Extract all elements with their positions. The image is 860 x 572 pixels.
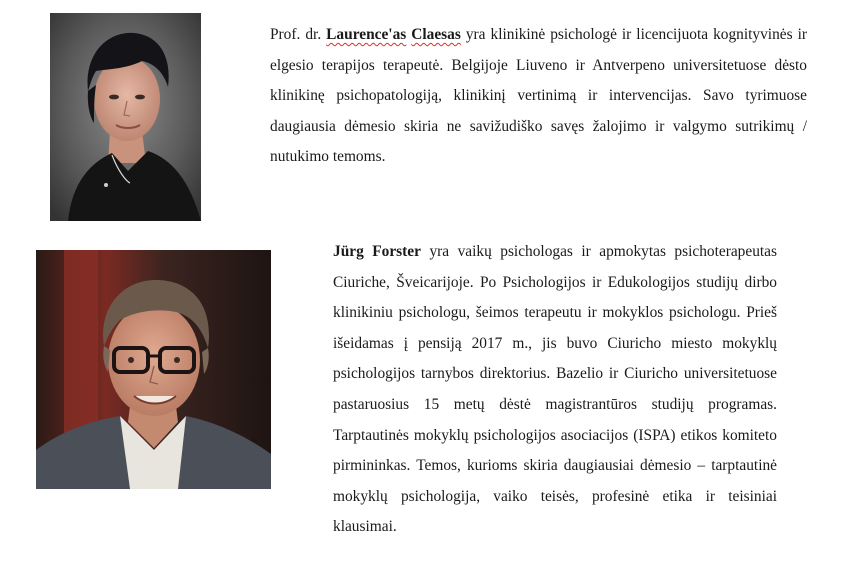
- portrait-image: [36, 250, 271, 489]
- person-name: Jürg Forster: [333, 243, 421, 260]
- portrait-photo-forster: [36, 250, 271, 489]
- bio-prefix: Prof. dr.: [270, 26, 327, 43]
- bio-paragraph-claes: [270, 20, 807, 173]
- bio-paragraph-forster: [333, 237, 777, 543]
- bio-text: yra klinikinė psichologė ir licencijuota kognityvinės ir elgesio terapijos terapeutė. Belgijoje Liuveno ir Antverpeno universitetuose dėsto klinikinę psichopatologiją, klinikinį vertinimą ir intervencijas. Savo tyrimuose daugiausia dėmesio skiria ne savižudiško savęs žalojimo ir valgymo sutrikimų / nutukimo temoms.: [270, 26, 807, 166]
- portrait-photo-claes: [50, 13, 201, 221]
- name-last: Claesas: [411, 26, 461, 43]
- bio-text: yra vaikų psichologas ir apmokytas psichoterapeutas Ciuriche, Šveicarijoje. Po Psichologijos ir Edukologijos studijų dirbo klinikiniu psichologu, šeimos terapeutu ir mokyklos psichologu. Prieš išeidamas į pensiją 2017 m., jis buvo Ciuricho miesto mokyklų psichologijos tarnybos direktorius. Bazelio ir Ciuricho universitetuose pastaruosius 15 metų dėstė magistrantūros studijų programas. Tarptautinės mokyklų psichologijos asociacijos (ISPA) etikos komiteto pirmininkas. Temos, kurioms skiria daugiausiai dėmesio – tarptautinė mokyklų psichologija, vaiko teisės, profesinė etika ir teisiniai klausimai.: [333, 243, 777, 536]
- name-first: Laurence'as: [326, 26, 407, 43]
- portrait-image: [50, 13, 201, 221]
- person-name: [326, 26, 461, 43]
